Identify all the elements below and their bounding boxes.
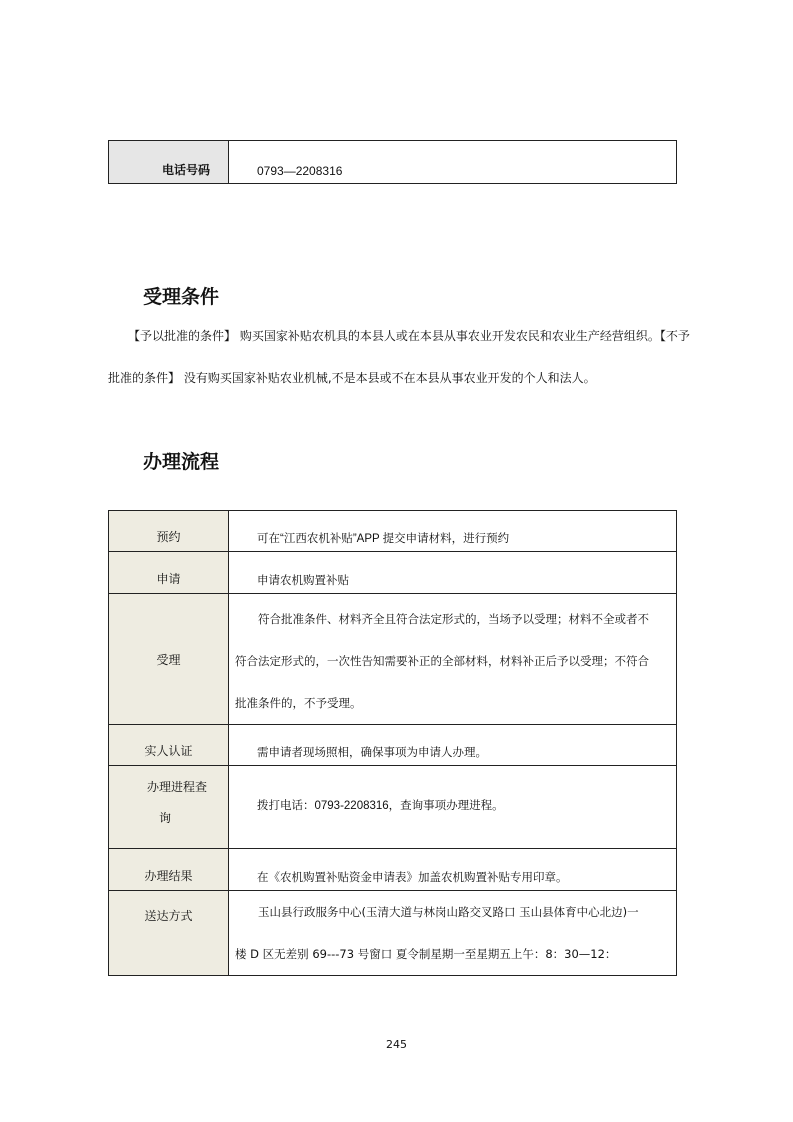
row-value: 在《农机购置补贴资金申请表》加盖农机购置补贴专用印章。 <box>229 849 677 891</box>
row-value: 拨打电话：0793-2208316，查询事项办理进程。 <box>229 766 677 849</box>
process-table <box>108 510 677 976</box>
process-row-identity <box>109 725 677 766</box>
row-value <box>229 594 677 725</box>
conditions-paragraph-line2: 批准的条件】 没有购买国家补贴农业机械,不是本县或不在本县从事农业开发的个人和法人。 <box>108 371 596 385</box>
row-label <box>109 766 229 849</box>
row-value: 可在“江西农机补贴”APP 提交申请材料，进行预约 <box>229 511 677 552</box>
row-line: 楼 D 区无差别 69---73 号窗口 夏令制星期一至星期五上午：8：30—12： <box>235 947 617 961</box>
row-label-line: 办理进程查 <box>147 780 208 794</box>
row-label: 受理 <box>109 594 229 725</box>
process-row-appointment <box>109 511 677 552</box>
row-value <box>229 891 677 976</box>
process-row-result <box>109 849 677 891</box>
phone-label: 电话号码 <box>109 141 229 184</box>
row-value: 需申请者现场照相，确保事项为申请人办理。 <box>229 725 677 766</box>
row-label: 送达方式 <box>109 891 229 976</box>
conditions-heading: 受理条件 <box>143 286 220 308</box>
row-line: 批准条件的，不予受理。 <box>235 696 362 710</box>
row-label: 办理结果 <box>109 849 229 891</box>
contact-table <box>108 140 677 184</box>
process-row-accept <box>109 594 677 725</box>
process-row-delivery <box>109 891 677 976</box>
row-label: 预约 <box>109 511 229 552</box>
row-label: 申请 <box>109 552 229 594</box>
phone-value: 0793—2208316 <box>229 141 677 184</box>
row-line: 玉山县行政服务中心(玉清大道与林岗山路交叉路口 玉山县体育中心北边)一 <box>258 905 639 919</box>
page-number: 245 <box>386 1038 407 1051</box>
row-label: 实人认证 <box>109 725 229 766</box>
conditions-paragraph-line1: 【予以批准的条件】 购买国家补贴农机具的本县人或在本县从事农业开发农民和农业生产经营组织。【不予 <box>128 329 690 343</box>
process-row-apply <box>109 552 677 594</box>
process-row-progress-query <box>109 766 677 849</box>
row-line: 符合法定形式的，一次性告知需要补正的全部材料，材料补正后予以受理；不符合 <box>235 654 649 668</box>
process-heading: 办理流程 <box>143 451 220 473</box>
row-line: 符合批准条件、材料齐全且符合法定形式的，当场予以受理；材料不全或者不 <box>258 612 649 626</box>
row-label-line: 询 <box>159 811 172 825</box>
row-value: 申请农机购置补贴 <box>229 552 677 594</box>
